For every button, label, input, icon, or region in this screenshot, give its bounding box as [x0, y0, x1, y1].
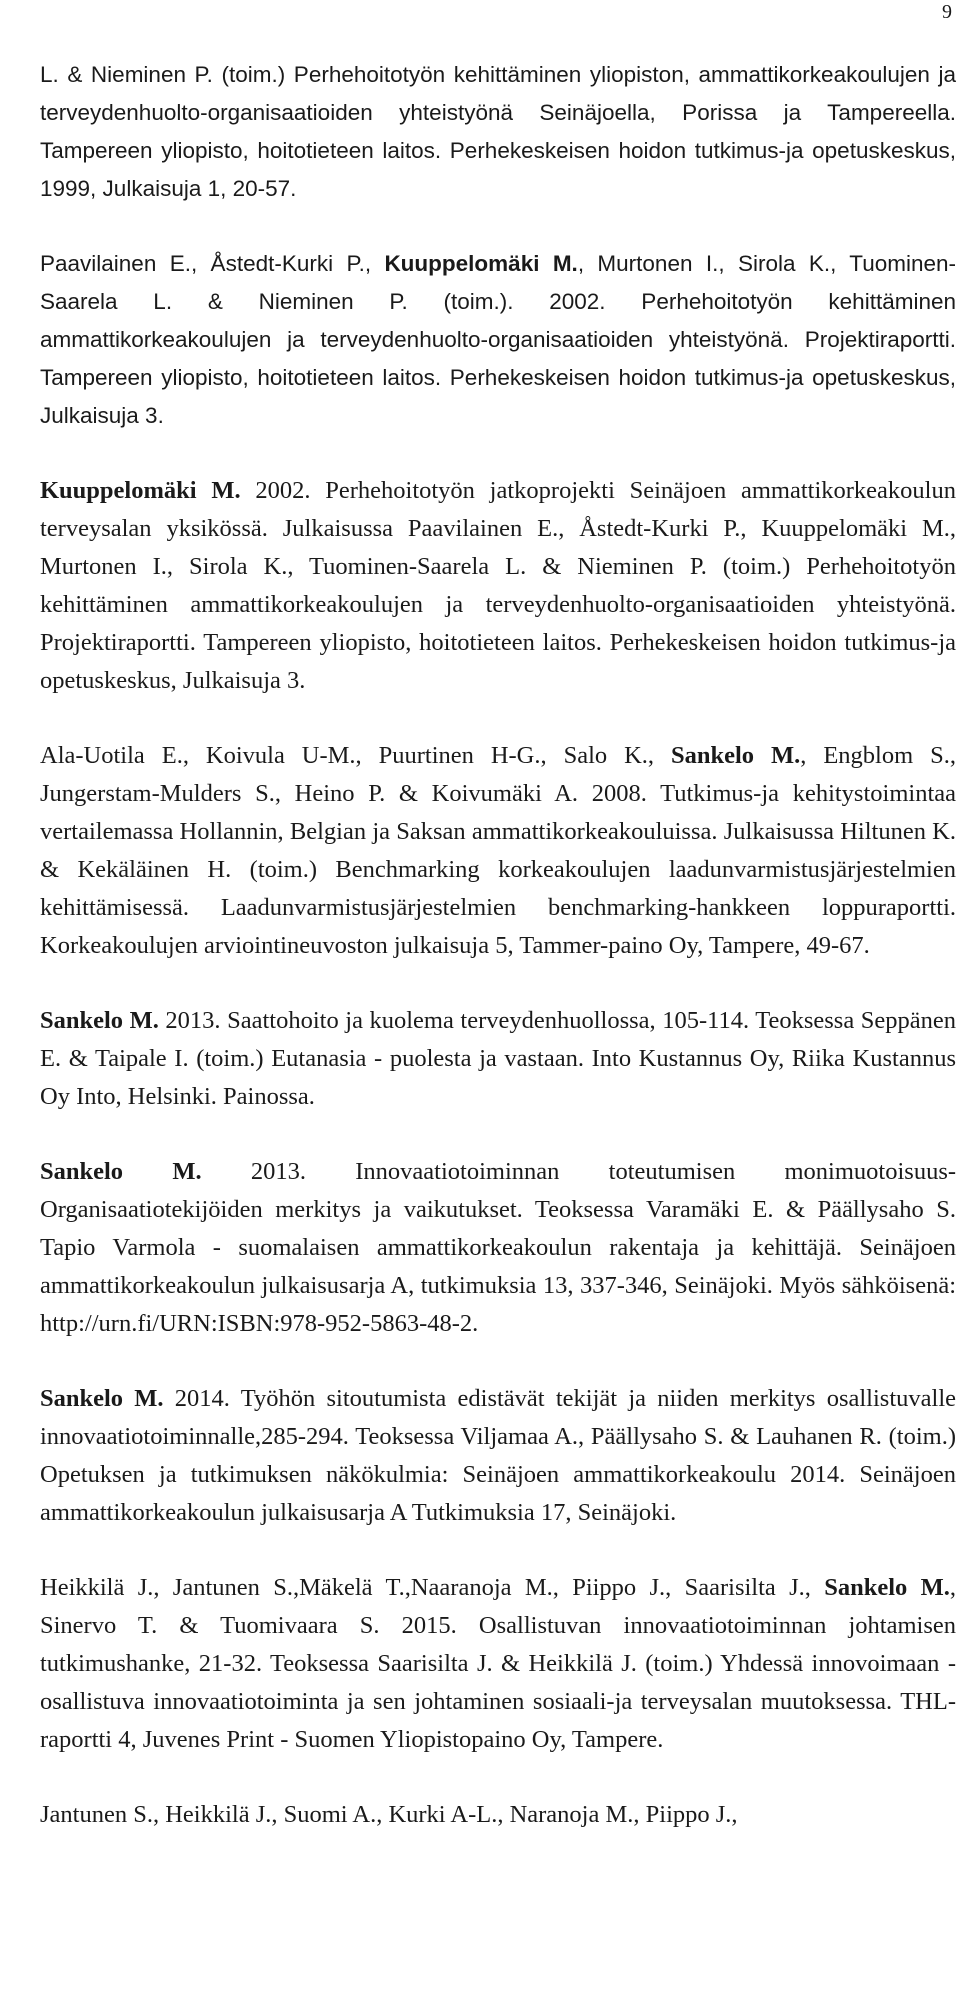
reference-author-bold: Sankelo M. [40, 1385, 164, 1412]
reference-author-bold: Kuuppelomäki M. [384, 251, 578, 276]
page-number: 9 [942, 1, 952, 23]
reference-author-bold: Sankelo M. [40, 1007, 159, 1034]
reference-author-bold: Sankelo M. [40, 1158, 202, 1185]
reference-text: Jantunen S., Heikkilä J., Suomi A., Kurki A-L., Naranoja M., Piippo J., [40, 1801, 738, 1828]
reference-entry [40, 737, 956, 965]
reference-text: , Murtonen I., Sirola K., Tuominen-Saarela L. & Nieminen P. (toim.). 2002. Perhehoitotyön kehittäminen ammattikorkeakoulujen ja terveydenhuolto-organisaatioiden yhteistyönä. Projektiraportti. Tampereen yliopisto, hoitotieteen laitos. Perhekeskeisen hoidon tutkimus-ja opetuskeskus, Julkaisuja 3. [40, 251, 957, 428]
reference-entry [40, 1153, 956, 1343]
reference-author-bold: Sankelo M. [671, 742, 801, 769]
reference-entry [40, 1002, 956, 1116]
reference-entry [40, 245, 956, 435]
reference-text: 2013. Innovaatiotoiminnan toteutumisen monimuotoisuus-Organisaatiotekijöiden merkitys ja vaikutukset. Teoksessa Varamäki E. & Päällysaho S. Tapio Varmola - suomalaisen ammattikorkeakoulun rakentaja ja kehittäjä. Seinäjoen ammattikorkeakoulun julkaisusarja A, tutkimuksia 13, 337-346, Seinäjoki. Myös sähköisenä: http://urn.fi/URN:ISBN:978-952-5863-48-2. [40, 1158, 957, 1337]
reference-list [40, 56, 956, 1834]
reference-entry [40, 472, 956, 700]
reference-text: 2014. Työhön sitoutumista edistävät tekijät ja niiden merkitys osallistuvalle innovaatiotoiminnalle,285-294. Teoksessa Viljamaa A., Päällysaho S. & Lauhanen R. (toim.) Opetuksen ja tutkimuksen näkökulmia: Seinäjoen ammattikorkeakoulu 2014. Seinäjoen ammattikorkeakoulun julkaisusarja A Tutkimuksia 17, Seinäjoki. [40, 1385, 957, 1526]
reference-text: Ala-Uotila E., Koivula U-M., Puurtinen H-G., Salo K., [40, 742, 671, 769]
reference-text: , Sinervo T. & Tuomivaara S. 2015. Osallistuvan innovaatiotoiminnan johtamisen tutkimushanke, 21-32. Teoksessa Saarisilta J. & Heikkilä J. (toim.) Yhdessä innovoimaan - osallistuva innovaatiotoiminta ja sen johtaminen sosiaali-ja terveysalan muutoksessa. THL-raportti 4, Juvenes Print - Suomen Yliopistopaino Oy, Tampere. [40, 1574, 956, 1753]
reference-text: Paavilainen E., Åstedt-Kurki P., [40, 251, 385, 276]
reference-text: 2002. Perhehoitotyön jatkoprojekti Seinäjoen ammattikorkeakoulun terveysalan yksikössä. Julkaisussa Paavilainen E., Åstedt-Kurki P., Kuuppelomäki M., Murtonen I., Sirola K., Tuominen-Saarela L. & Nieminen P. (toim.) Perhehoitotyön kehittäminen ammattikorkeakoulujen ja terveydenhuolto-organisaatioiden yhteistyönä. Projektiraportti. Tampereen yliopisto, hoitotieteen laitos. Perhekeskeisen hoidon tutkimus-ja opetuskeskus, Julkaisuja 3. [40, 477, 956, 694]
reference-author-bold: Kuuppelomäki M. [40, 477, 241, 504]
reference-text: Heikkilä J., Jantunen S.,Mäkelä T.,Naaranoja M., Piippo J., Saarisilta J., [40, 1574, 825, 1601]
reference-entry [40, 1380, 956, 1532]
reference-text: , Engblom S., Jungerstam-Mulders S., Heino P. & Koivumäki A. 2008. Tutkimus-ja kehitystoimintaa vertailemassa Hollannin, Belgian ja Saksan ammattikorkeakouluissa. Julkaisussa Hiltunen K. & Kekäläinen H. (toim.) Benchmarking korkeakoulujen laadunvarmistusjärjestelmien kehittämisessä. Laadunvarmistusjärjestelmien benchmarking-hankkeen loppuraportti. Korkeakoulujen arviointineuvoston julkaisuja 5, Tammer-paino Oy, Tampere, 49-67. [40, 742, 956, 959]
reference-text: 2013. Saattohoito ja kuolema terveydenhuollossa, 105-114. Teoksessa Seppänen E. & Taipale I. (toim.) Eutanasia - puolesta ja vastaan. Into Kustannus Oy, Riika Kustannus Oy Into, Helsinki. Painossa. [40, 1007, 957, 1110]
reference-entry [40, 56, 956, 208]
reference-author-bold: Sankelo M. [824, 1574, 950, 1601]
reference-text: L. & Nieminen P. (toim.) Perhehoitotyön kehittäminen yliopiston, ammattikorkeakoulujen ja terveydenhuolto-organisaatioiden yhteistyönä Seinäjoella, Porissa ja Tampereella. Tampereen yliopisto, hoitotieteen laitos. Perhekeskeisen hoidon tutkimus-ja opetuskeskus, 1999, Julkaisuja 1, 20-57. [40, 62, 956, 201]
reference-entry [40, 1796, 956, 1834]
reference-entry [40, 1569, 956, 1759]
